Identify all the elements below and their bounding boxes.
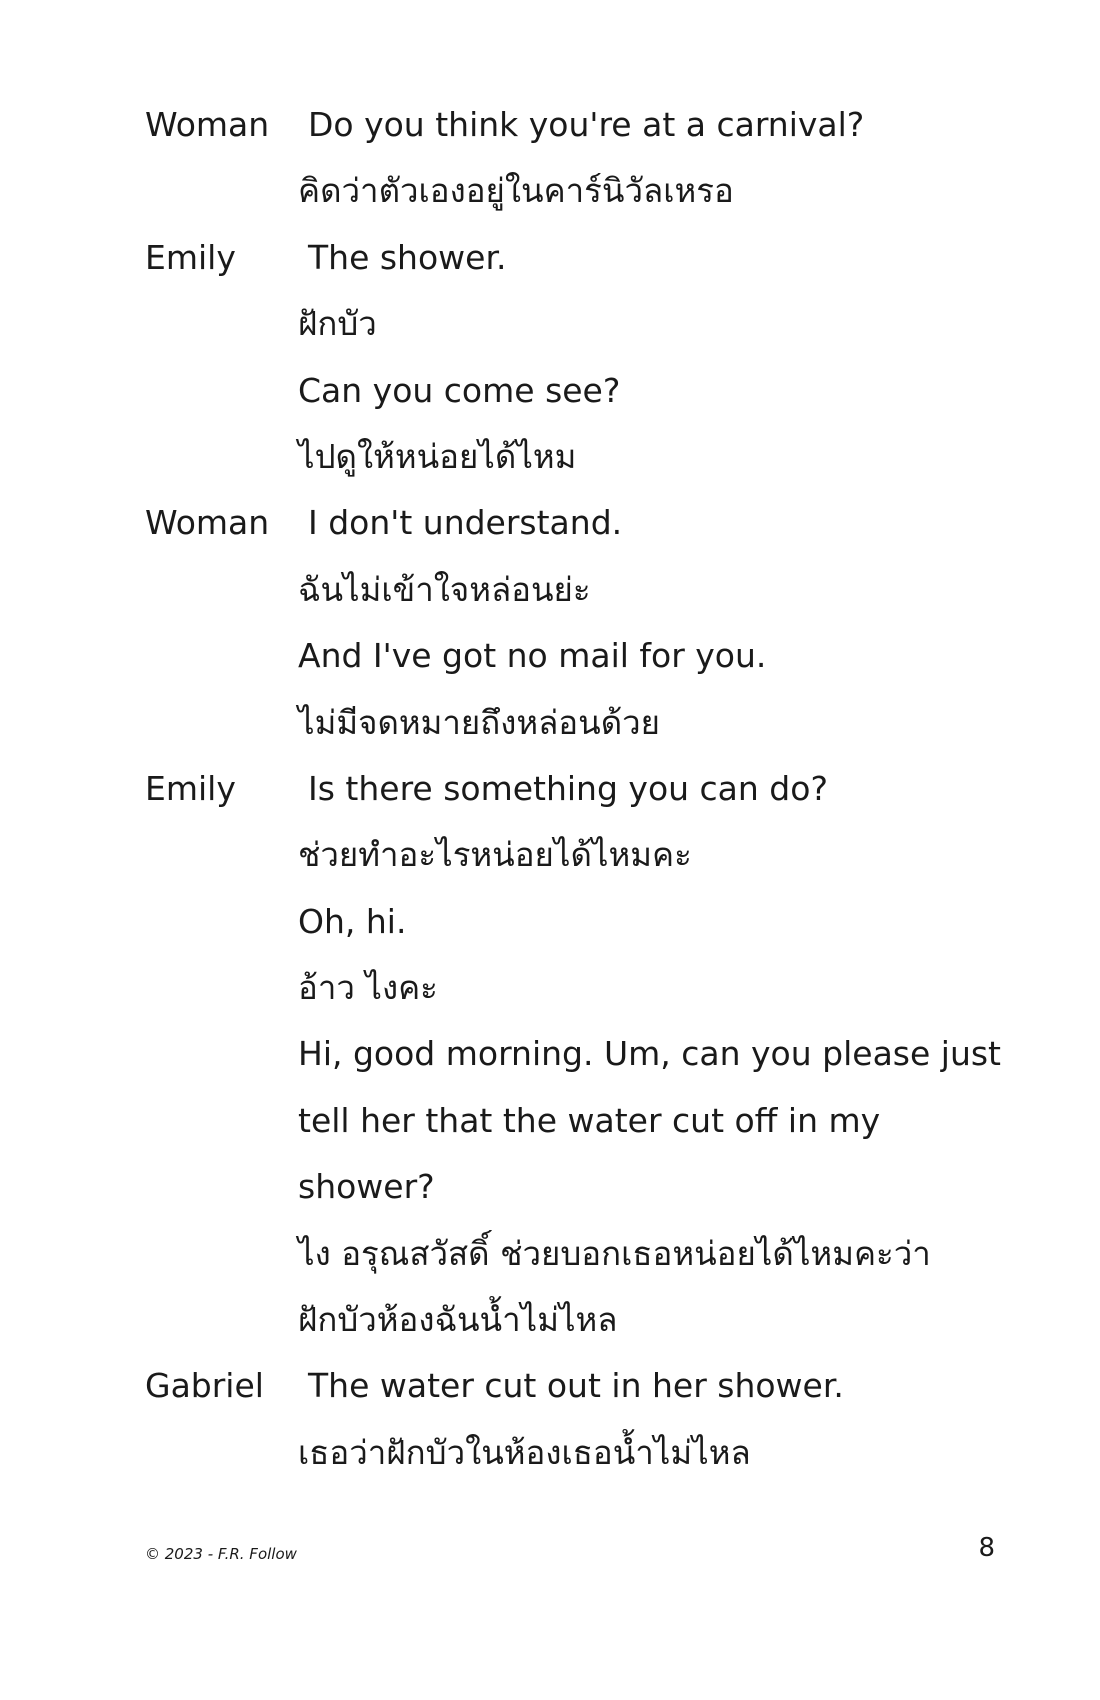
- dialogue-line: [0, 756, 1100, 822]
- dialogue-line: [0, 889, 1100, 955]
- dialogue-line: [0, 822, 1100, 888]
- dialogue-text: Hi, good morning. Um, can you please just: [298, 1034, 1001, 1074]
- dialogue-line: [0, 158, 1100, 224]
- copyright-notice: © 2023 - F.R. Follow: [145, 1545, 297, 1563]
- dialogue-line: [0, 1221, 1100, 1287]
- dialogue-line: [0, 1088, 1100, 1154]
- dialogue-line: [0, 1353, 1100, 1419]
- dialogue-text: ช่วยทำอะไรหน่อยได้ไหมคะ: [298, 835, 692, 875]
- dialogue-line: [0, 225, 1100, 291]
- dialogue-line: [0, 955, 1100, 1021]
- dialogue-line: [0, 690, 1100, 756]
- speaker-name: Emily: [145, 768, 236, 808]
- dialogue-text: shower?: [298, 1167, 435, 1207]
- dialogue-text: ไปดูให้หน่อยได้ไหม: [298, 436, 577, 476]
- dialogue-text: ฝักบัว: [298, 304, 377, 344]
- dialogue-text: tell her that the water cut off in my: [298, 1100, 881, 1140]
- dialogue-text: Do you think you're at a carnival?: [308, 105, 865, 144]
- dialogue-line: [0, 92, 1100, 158]
- dialogue-line: [0, 490, 1100, 556]
- dialogue-text: Can you come see?: [298, 370, 621, 410]
- dialogue-text: ไม่มีจดหมายถึงหล่อนด้วย: [298, 702, 660, 742]
- speaker-name: Woman: [145, 503, 270, 543]
- dialogue-line: [0, 557, 1100, 623]
- dialogue-line: [0, 291, 1100, 357]
- dialogue-text: The shower.: [308, 237, 507, 277]
- speaker-name: Emily: [145, 237, 236, 277]
- dialogue-text: ฉันไม่เข้าใจหล่อนย่ะ: [298, 569, 591, 609]
- dialogue-text: คิดว่าตัวเองอยู่ในคาร์นิวัลเหรอ: [298, 171, 734, 211]
- dialogue-line: [0, 358, 1100, 424]
- dialogue-text: And I've got no mail for you.: [298, 636, 767, 676]
- dialogue-line: [0, 1021, 1100, 1087]
- dialogue-text: ไง อรุณสวัสดิ์ ช่วยบอกเธอหน่อยได้ไหมคะว่า: [298, 1233, 931, 1273]
- dialogue-line: [0, 1420, 1100, 1486]
- dialogue-text: ฝักบัวห้องฉันน้ำไม่ไหล: [298, 1300, 618, 1340]
- speaker-name: Gabriel: [145, 1366, 264, 1406]
- dialogue-text: เธอว่าฝักบัวในห้องเธอน้ำไม่ไหล: [298, 1432, 751, 1472]
- page-number: 8: [978, 1533, 995, 1563]
- dialogue-line: [0, 424, 1100, 490]
- dialogue-script: [0, 92, 1100, 1486]
- dialogue-line: [0, 623, 1100, 689]
- dialogue-text: Oh, hi.: [298, 901, 407, 941]
- dialogue-text: Is there something you can do?: [308, 768, 828, 808]
- dialogue-text: The water cut out in her shower.: [308, 1366, 844, 1406]
- dialogue-text: I don't understand.: [308, 503, 623, 543]
- dialogue-line: [0, 1154, 1100, 1220]
- dialogue-line: [0, 1287, 1100, 1353]
- dialogue-text: อ้าว ไงคะ: [298, 968, 438, 1008]
- speaker-name: Woman: [145, 105, 270, 144]
